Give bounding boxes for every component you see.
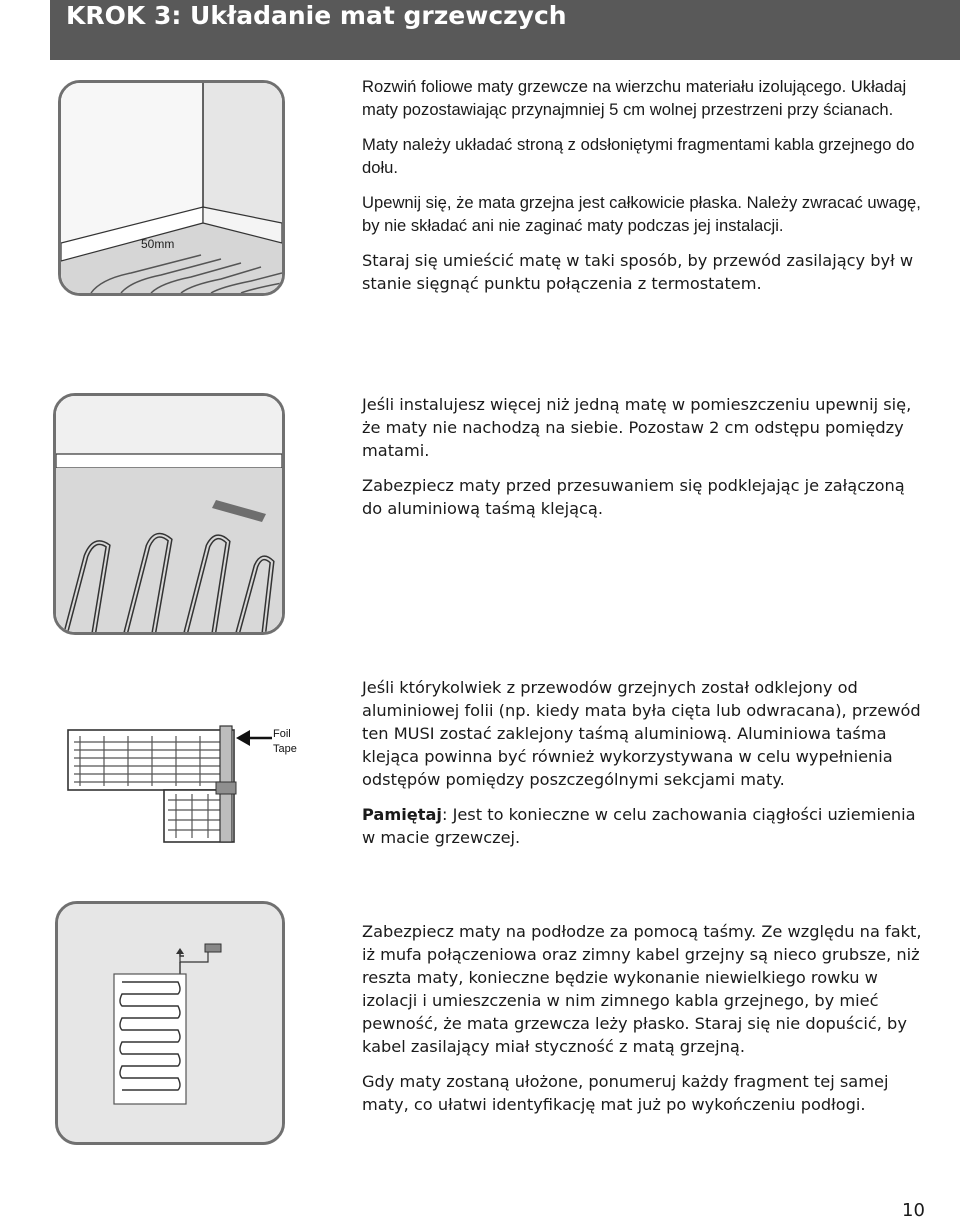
figure-wall-gap (58, 80, 285, 296)
mats-spacing-illustration (56, 396, 282, 632)
figure-mat-plan (55, 901, 285, 1145)
mat-plan-illustration (58, 904, 282, 1142)
section1-paragraph-3: Upewnij się, że mata grzejna jest całkowicie płaska. Należy zwracać uwagę, by nie składać ani nie zaginać maty podczas jej instalacji. (362, 193, 921, 235)
section1-paragraph-4: Staraj się umieścić matę w taki sposób, by przewód zasilający był w stanie sięgnąć punktu połączenia z termostatem. (362, 251, 914, 293)
page-number: 10 (902, 1200, 925, 1221)
section2-text (362, 393, 927, 532)
section3-remember (362, 803, 927, 849)
section1-text (362, 75, 927, 307)
section4-text (362, 920, 927, 1128)
figure-foil-tape (64, 722, 304, 847)
section2-paragraph-1: Jeśli instalujesz więcej niż jedną matę w pomieszczeniu upewnij się, że maty nie nachodzą na siebie. Pozostaw 2 cm odstępu pomiędzy matami. (362, 395, 912, 460)
foil-label: Foil (273, 728, 291, 740)
page-title: KROK 3: Układanie mat grzewczych (66, 1, 567, 30)
section3-paragraph-1: Jeśli którykolwiek z przewodów grzejnych został odklejony od aluminiowej folii (np. kiedy mata była cięta lub odwracana), przewód ten MUSI zostać zaklejony taśmą aluminiową. Aluminiowa taśma klejąca powinna być również wykorzystywana w celu wypełnienia odstępów pomiędzy poszczególnymi sekcjami maty. (362, 678, 921, 789)
remember-label: Pamiętaj (362, 805, 442, 824)
section4-paragraph-2: Gdy maty zostaną ułożone, ponumeruj każdy fragment tej samej maty, co ułatwi identyfikację mat już po wykończeniu podłogi. (362, 1072, 889, 1114)
section1-paragraph-2: Maty należy układać stroną z odsłoniętymi fragmentami kabla grzejnego do dołu. (362, 135, 915, 177)
wall-gap-illustration (61, 83, 282, 293)
section4-paragraph-1: Zabezpiecz maty na podłodze za pomocą taśmy. Ze względu na fakt, iż mufa połączeniowa oraz zimny kabel grzejny są nieco grubsze, niż reszta maty, konieczne będzie wykonanie niewielkiego rowku w izolacji i umieszczenia w nim zimnego kabla grzejnego, by mieć pewność, że mata grzewcza leży płasko. Staraj się nie dopuścić, by kabel zasilający miał styczność z matą grzejną. (362, 922, 922, 1056)
gap-label: 50mm (141, 237, 175, 251)
section3-text (362, 676, 927, 861)
section2-paragraph-2: Zabezpiecz maty przed przesuwaniem się podklejając je załączoną do aluminiową taśmą klejącą. (362, 476, 905, 518)
section1-paragraph-1: Rozwiń foliowe maty grzewcze na wierzchu materiału izolującego. Układaj maty pozostawiając przynajmniej 5 cm wolnej przestrzeni przy ścianach. (362, 77, 907, 119)
remember-text: : Jest to konieczne w celu zachowania ciągłości uziemienia w macie grzewczej. (362, 805, 916, 847)
tape-label: Tape (273, 743, 297, 755)
figure-mats-spacing (53, 393, 285, 635)
